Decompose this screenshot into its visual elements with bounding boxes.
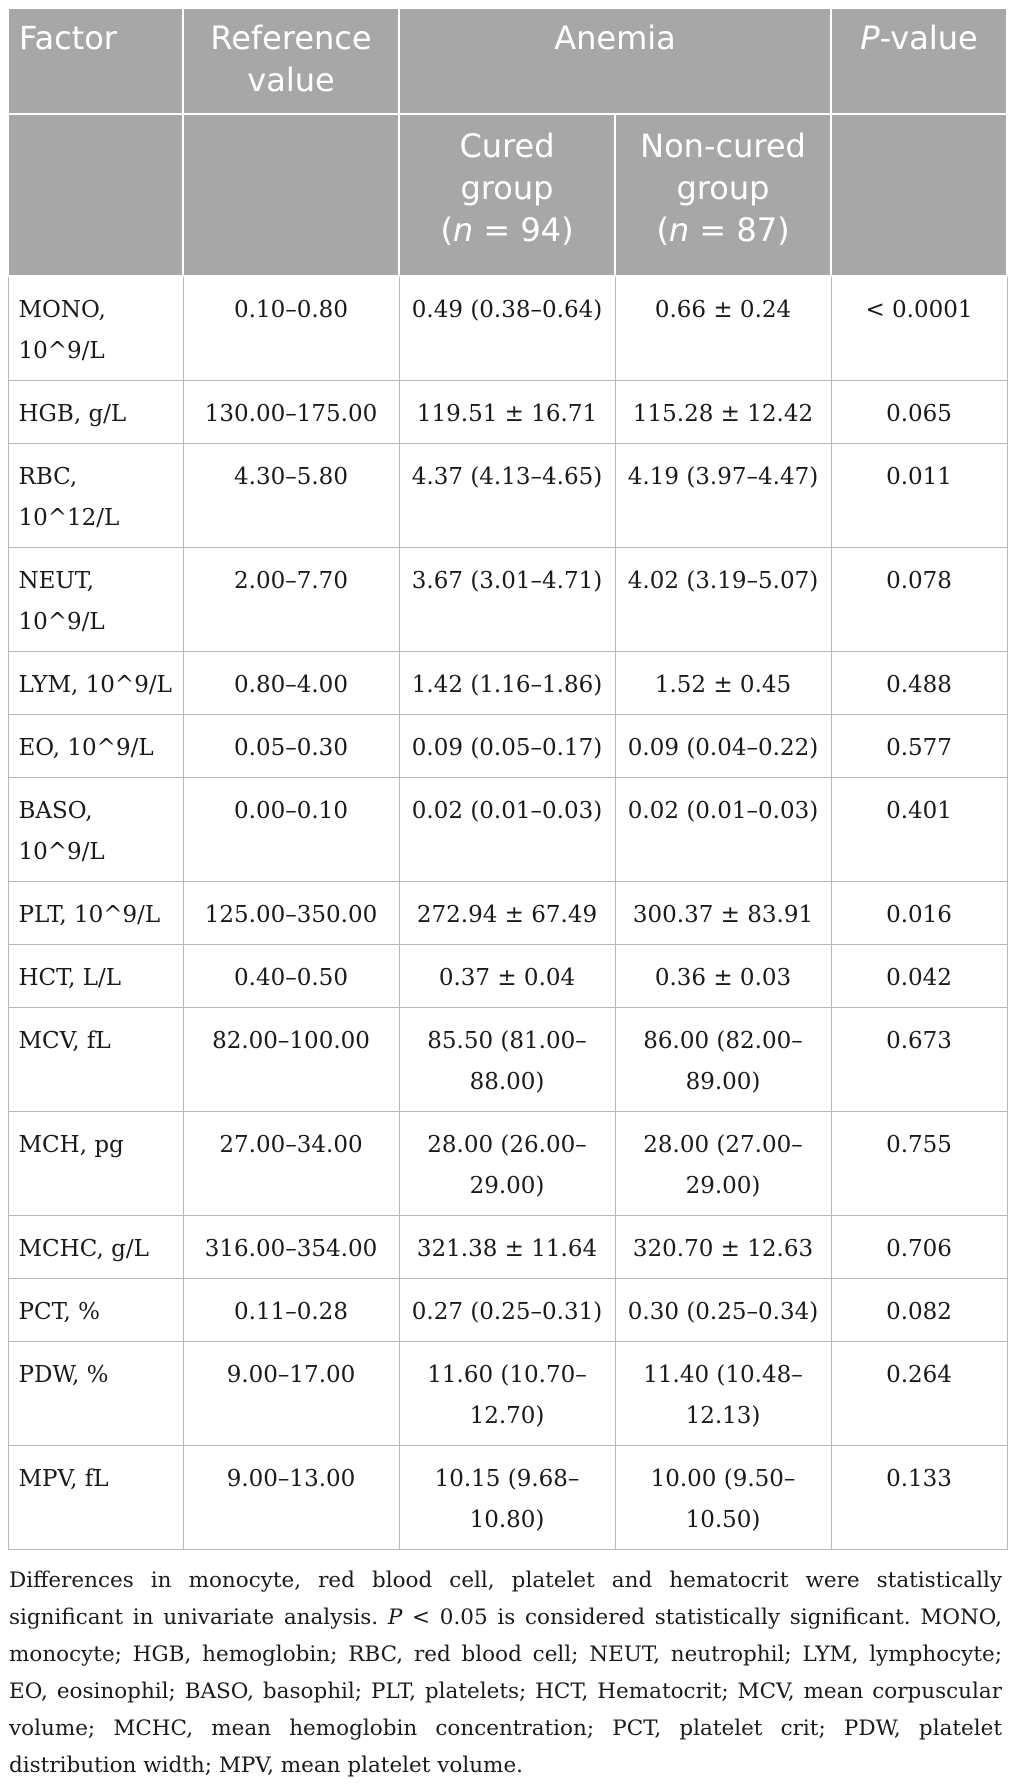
- table-header: [8, 8, 1007, 276]
- table-footnote: [7, 1562, 1006, 1784]
- cell-p-value: 0.673: [831, 1008, 1007, 1112]
- cell-noncured-group: 0.09 (0.04–0.22): [615, 715, 831, 778]
- cell-factor: PCT, %: [8, 1279, 183, 1342]
- table-row: [8, 444, 1007, 548]
- cell-noncured-group: 115.28 ± 12.42: [615, 381, 831, 444]
- cell-p-value: 0.011: [831, 444, 1007, 548]
- footnote-part-1: Differences in monocyte, red blood cell, platelet and hematocrit were statistically significant in univariate analysis.: [9, 1568, 1002, 1630]
- header-p-rest: -value: [879, 19, 978, 57]
- cell-p-value: 0.264: [831, 1342, 1007, 1446]
- cell-cured-group: 0.09 (0.05–0.17): [399, 715, 615, 778]
- cell-factor: MONO, 10^9/L: [8, 276, 183, 381]
- header-anemia: Anemia: [399, 8, 831, 114]
- noncured-group-label: Non-cured group: [640, 127, 806, 207]
- cell-factor: NEUT, 10^9/L: [8, 548, 183, 652]
- cell-noncured-group: 320.70 ± 12.63: [615, 1216, 831, 1279]
- cell-reference-value: 0.11–0.28: [183, 1279, 399, 1342]
- cell-cured-group: 0.02 (0.01–0.03): [399, 778, 615, 882]
- cell-factor: BASO, 10^9/L: [8, 778, 183, 882]
- cell-cured-group: 0.49 (0.38–0.64): [399, 276, 615, 381]
- noncured-n-rest: = 87): [689, 211, 790, 249]
- cell-p-value: 0.078: [831, 548, 1007, 652]
- cell-cured-group: 4.37 (4.13–4.65): [399, 444, 615, 548]
- cell-cured-group: 11.60 (10.70–12.70): [399, 1342, 615, 1446]
- cell-factor: PDW, %: [8, 1342, 183, 1446]
- cell-factor: HCT, L/L: [8, 945, 183, 1008]
- header-blank-reference: [183, 114, 399, 276]
- cell-noncured-group: 0.66 ± 0.24: [615, 276, 831, 381]
- table-row: [8, 1112, 1007, 1216]
- table-row: [8, 882, 1007, 945]
- cell-cured-group: 0.37 ± 0.04: [399, 945, 615, 1008]
- table-row: [8, 1446, 1007, 1550]
- table-row: [8, 1008, 1007, 1112]
- cell-factor: MCH, pg: [8, 1112, 183, 1216]
- cell-p-value: 0.065: [831, 381, 1007, 444]
- cell-p-value: 0.488: [831, 652, 1007, 715]
- cell-noncured-group: 300.37 ± 83.91: [615, 882, 831, 945]
- cell-noncured-group: 4.19 (3.97–4.47): [615, 444, 831, 548]
- cured-group-label: Cured group: [459, 127, 555, 207]
- cell-reference-value: 0.80–4.00: [183, 652, 399, 715]
- cell-p-value: 0.016: [831, 882, 1007, 945]
- cell-factor: MCV, fL: [8, 1008, 183, 1112]
- table-row: [8, 548, 1007, 652]
- cell-cured-group: 1.42 (1.16–1.86): [399, 652, 615, 715]
- cell-factor: LYM, 10^9/L: [8, 652, 183, 715]
- table-row: [8, 276, 1007, 381]
- table-container: [7, 7, 1006, 1784]
- cell-reference-value: 0.10–0.80: [183, 276, 399, 381]
- table-row: [8, 715, 1007, 778]
- cell-factor: RBC, 10^12/L: [8, 444, 183, 548]
- header-cured-group: [399, 114, 615, 276]
- cured-n-open: (: [440, 211, 453, 249]
- cell-p-value: < 0.0001: [831, 276, 1007, 381]
- cell-factor: HGB, g/L: [8, 381, 183, 444]
- cell-cured-group: 119.51 ± 16.71: [399, 381, 615, 444]
- cell-p-value: 0.401: [831, 778, 1007, 882]
- cell-noncured-group: 28.00 (27.00–29.00): [615, 1112, 831, 1216]
- cell-p-value: 0.755: [831, 1112, 1007, 1216]
- cell-noncured-group: 11.40 (10.48–12.13): [615, 1342, 831, 1446]
- table-row: [8, 778, 1007, 882]
- cell-p-value: 0.706: [831, 1216, 1007, 1279]
- header-reference-value: Reference value: [183, 8, 399, 114]
- cell-p-value: 0.577: [831, 715, 1007, 778]
- cell-noncured-group: 10.00 (9.50–10.50): [615, 1446, 831, 1550]
- cell-reference-value: 4.30–5.80: [183, 444, 399, 548]
- table-row: [8, 652, 1007, 715]
- table-row: [8, 1342, 1007, 1446]
- cell-p-value: 0.082: [831, 1279, 1007, 1342]
- cell-reference-value: 27.00–34.00: [183, 1112, 399, 1216]
- cell-noncured-group: 0.36 ± 0.03: [615, 945, 831, 1008]
- cell-factor: PLT, 10^9/L: [8, 882, 183, 945]
- cured-n-rest: = 94): [473, 211, 574, 249]
- cell-reference-value: 316.00–354.00: [183, 1216, 399, 1279]
- cell-noncured-group: 0.30 (0.25–0.34): [615, 1279, 831, 1342]
- cell-reference-value: 82.00–100.00: [183, 1008, 399, 1112]
- cell-cured-group: 3.67 (3.01–4.71): [399, 548, 615, 652]
- table-body: [8, 276, 1007, 1550]
- cell-cured-group: 85.50 (81.00–88.00): [399, 1008, 615, 1112]
- cell-reference-value: 2.00–7.70: [183, 548, 399, 652]
- cell-reference-value: 125.00–350.00: [183, 882, 399, 945]
- cured-n-var: n: [452, 211, 474, 249]
- cell-cured-group: 10.15 (9.68–10.80): [399, 1446, 615, 1550]
- footnote-part-2: < 0.05 is considered statistically significant. MONO, monocyte; HGB, hemoglobin; RBC, red blood cell; NEUT, neutrophil; LYM, lymphocyte; EO, eosinophil; BASO, basophil; PLT, platelets; HCT, Hematocrit; MCV, mean corpuscular volume; MCHC, mean hemoglobin concentration; PCT, platelet crit; PDW, platelet distribution width; MPV, mean platelet volume.: [9, 1605, 1003, 1778]
- cell-cured-group: 28.00 (26.00–29.00): [399, 1112, 615, 1216]
- header-row-1: [8, 8, 1007, 114]
- table-row: [8, 1279, 1007, 1342]
- header-noncured-group: [615, 114, 831, 276]
- header-factor: Factor: [8, 8, 183, 114]
- data-table: [7, 7, 1008, 1550]
- cell-noncured-group: 0.02 (0.01–0.03): [615, 778, 831, 882]
- noncured-n-var: n: [668, 211, 690, 249]
- cell-factor: MCHC, g/L: [8, 1216, 183, 1279]
- cell-reference-value: 0.05–0.30: [183, 715, 399, 778]
- cell-reference-value: 130.00–175.00: [183, 381, 399, 444]
- cell-cured-group: 0.27 (0.25–0.31): [399, 1279, 615, 1342]
- cell-reference-value: 0.40–0.50: [183, 945, 399, 1008]
- noncured-n-open: (: [656, 211, 669, 249]
- cell-factor: MPV, fL: [8, 1446, 183, 1550]
- header-p-italic: P: [860, 19, 880, 57]
- table-row: [8, 381, 1007, 444]
- cell-noncured-group: 1.52 ± 0.45: [615, 652, 831, 715]
- cell-reference-value: 9.00–17.00: [183, 1342, 399, 1446]
- table-row: [8, 945, 1007, 1008]
- cell-factor: EO, 10^9/L: [8, 715, 183, 778]
- cell-reference-value: 0.00–0.10: [183, 778, 399, 882]
- header-p-value: [831, 8, 1007, 114]
- header-blank-p: [831, 114, 1007, 276]
- cell-cured-group: 272.94 ± 67.49: [399, 882, 615, 945]
- cell-noncured-group: 4.02 (3.19–5.07): [615, 548, 831, 652]
- cell-reference-value: 9.00–13.00: [183, 1446, 399, 1550]
- cell-cured-group: 321.38 ± 11.64: [399, 1216, 615, 1279]
- header-blank-factor: [8, 114, 183, 276]
- footnote-p-italic: P: [387, 1605, 403, 1630]
- cell-p-value: 0.042: [831, 945, 1007, 1008]
- table-row: [8, 1216, 1007, 1279]
- header-row-2: [8, 114, 1007, 276]
- cell-noncured-group: 86.00 (82.00–89.00): [615, 1008, 831, 1112]
- cell-p-value: 0.133: [831, 1446, 1007, 1550]
